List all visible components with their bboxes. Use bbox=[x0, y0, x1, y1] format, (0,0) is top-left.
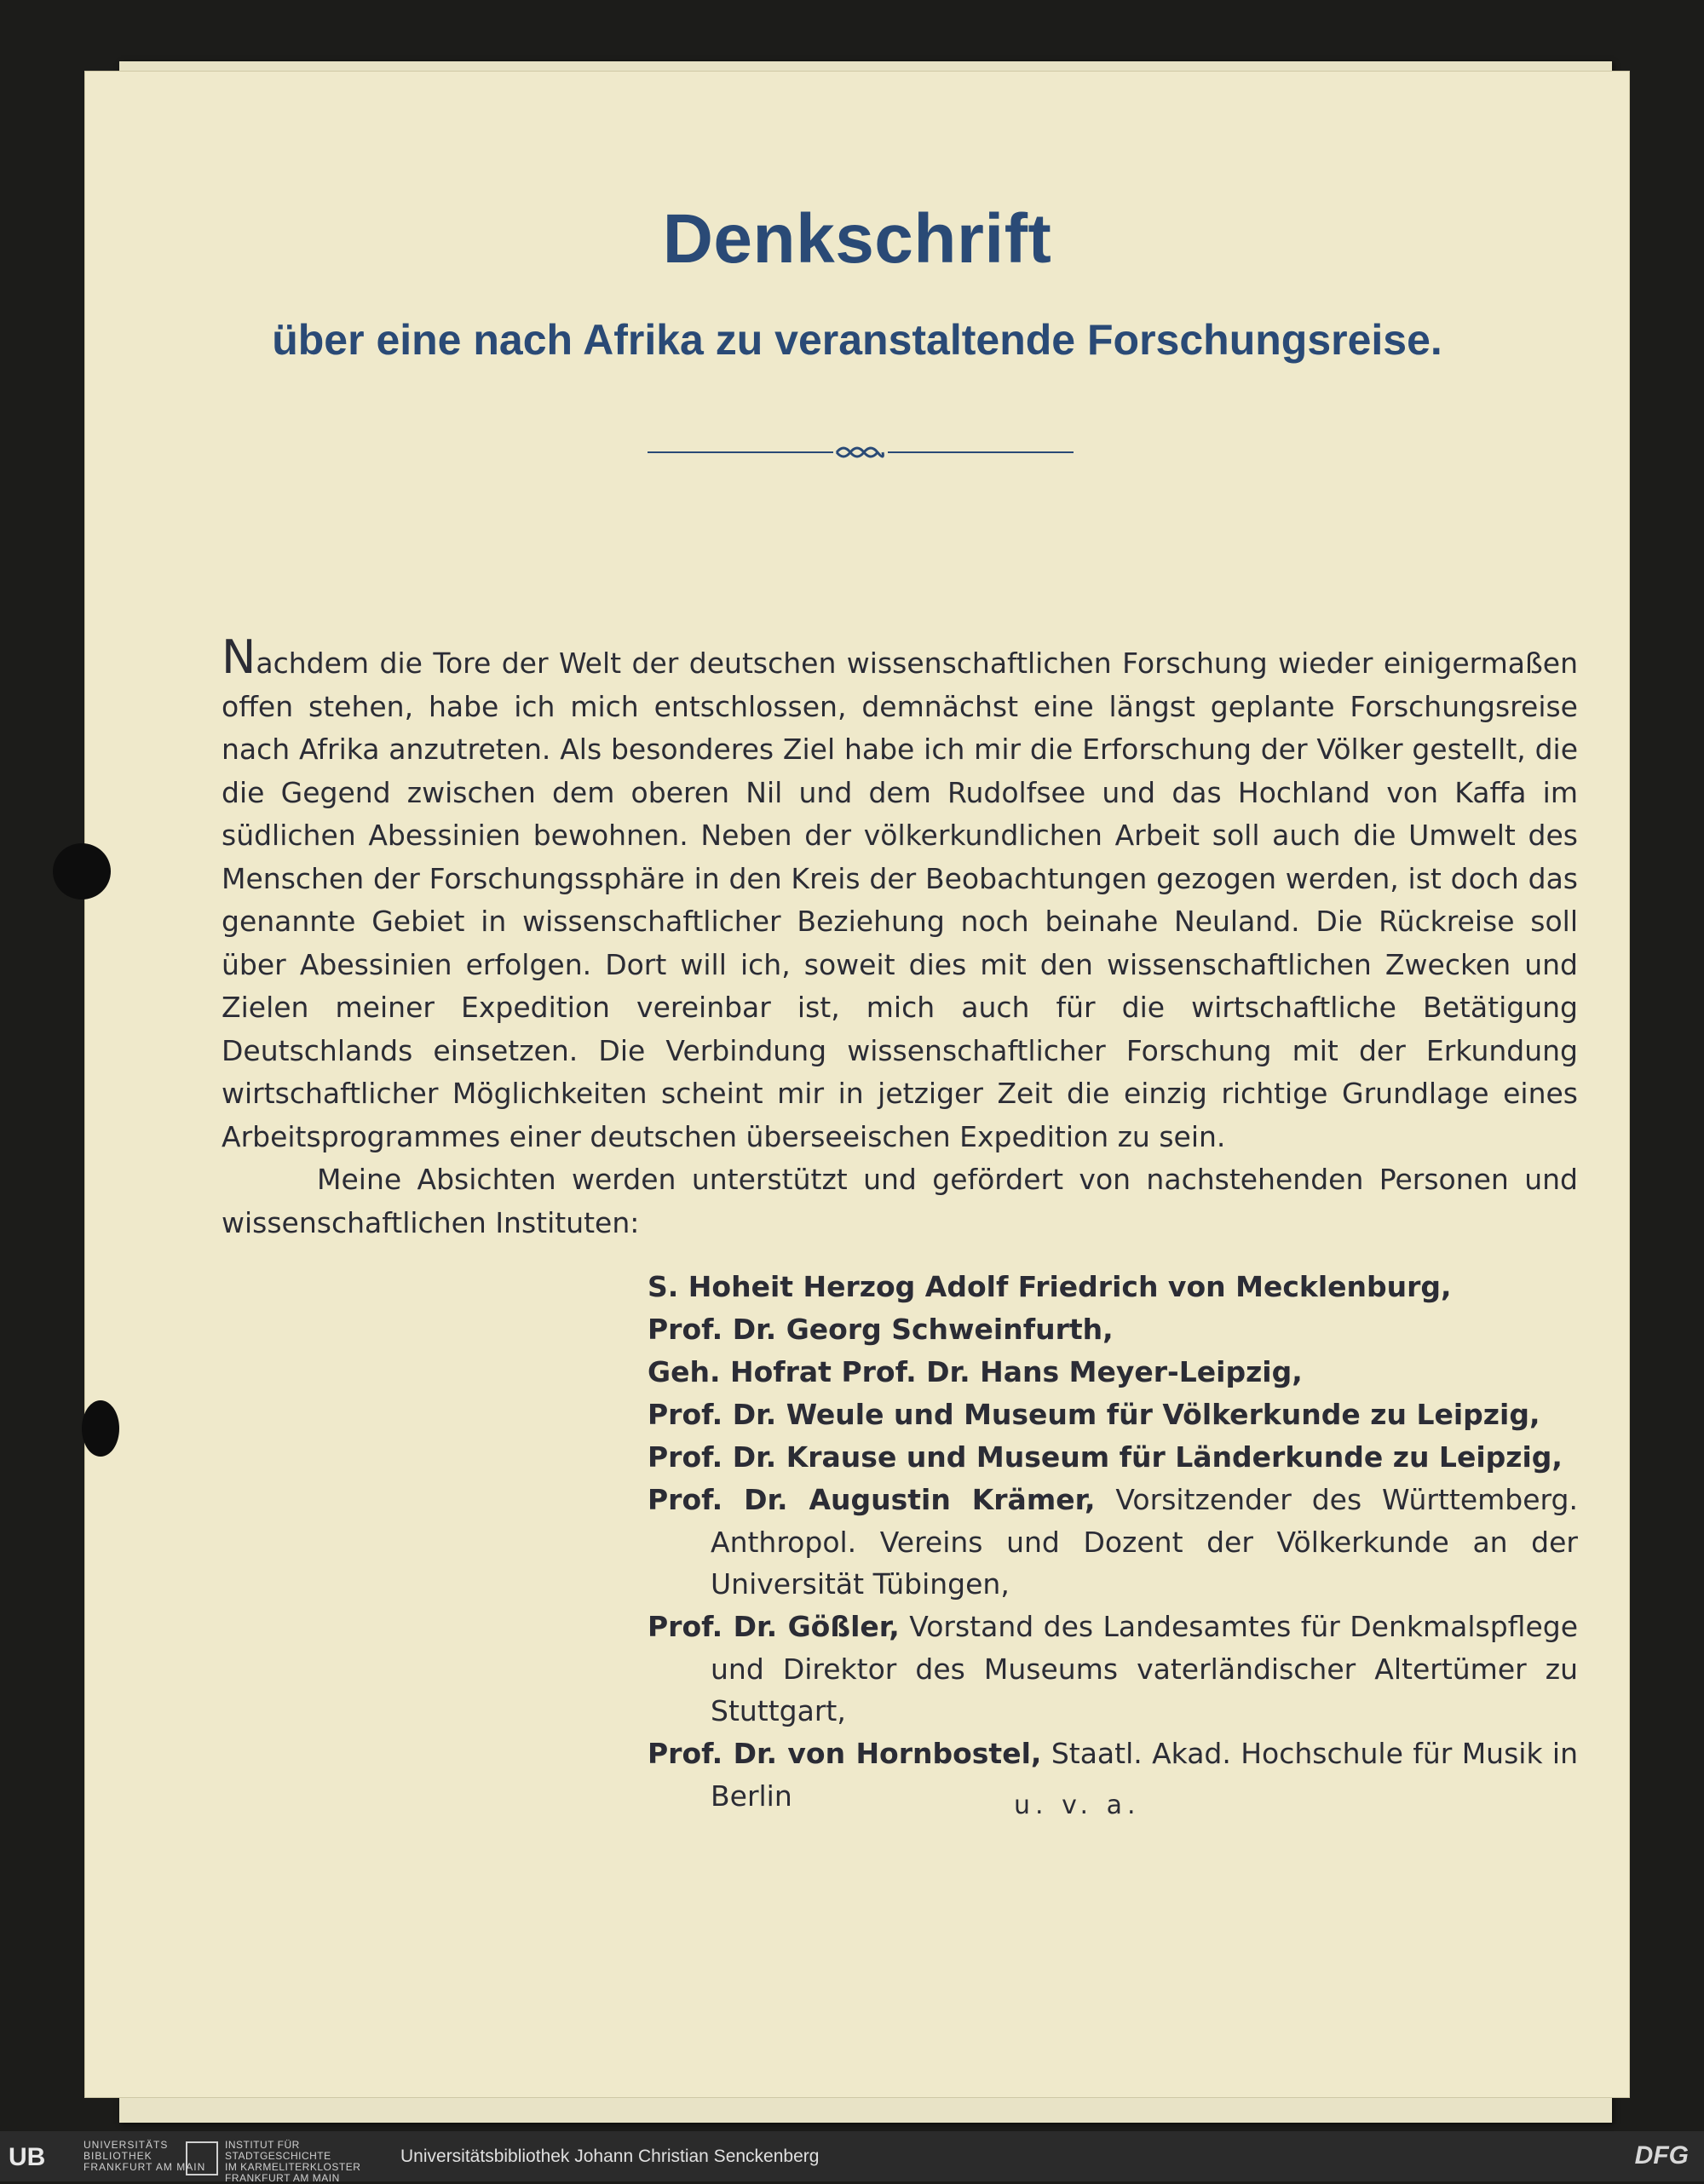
divider-ornament bbox=[648, 440, 1074, 465]
isg-logo-icon bbox=[186, 2141, 218, 2175]
document-page bbox=[85, 72, 1629, 2097]
supporter-item: Prof. Dr. Gößler, Vorstand des Landesamtes für Denkmalspflege und Direktor des Museums vaterländischer Altertümer zu Stuttgart, bbox=[648, 1610, 1579, 1727]
footer-bar bbox=[0, 2131, 1704, 2184]
drop-cap: N bbox=[222, 630, 256, 684]
supporter-item: Prof. Dr. Krause und Museum für Länderkunde zu Leipzig, bbox=[648, 1440, 1563, 1474]
document-body bbox=[222, 630, 1578, 1244]
supporters-list bbox=[648, 1266, 1578, 1818]
dfg-logo[interactable]: DFG bbox=[1634, 2141, 1689, 2170]
supporter-item: Prof. Dr. von Hornbostel, Staatl. Akad. Hochschule für Musik in Berlin bbox=[648, 1737, 1579, 1813]
punch-hole-top bbox=[53, 843, 111, 899]
supporter-item: S. Hoheit Herzog Adolf Friedrich von Mecklenburg, bbox=[648, 1270, 1452, 1303]
support-paragraph: Meine Absichten werden unterstützt und gefördert von nachstehenden Personen und wissenschaftlichen Instituten: bbox=[222, 1163, 1578, 1239]
intro-text: achdem die Tore der Welt der deutschen wissenschaftlichen Forschung wieder einigermaßen offen stehen, habe ich mich entschlossen, demnächst eine längst geplante Forschungsreise nach Afrika anzutreten. Als besonderes Ziel habe ich mir die Erforschung der Völker gestellt, die die Gegend zwischen dem oberen Nil und dem Rudolfsee und das Hochland von Kaffa im südlichen Abessinien bewohnen. Neben der völkerkundlichen Arbeit soll auch die Umwelt des Menschen der Forschungssphäre in den Kreis der Beobachtungen gezogen werden, ist doch das genannte Gebiet in wissenschaftlicher Beziehung noch beinahe Neuland. Die Rückreise soll über Abessinien erfolgen. Dort will ich, soweit dies mit den wissenschaftlichen Zwecken und Zielen meiner Expedition vereinbar ist, mich auch für die wirtschaftliche Betätigung Deutschlands einsetzen. Die Verbindung wissenschaftlicher Forschung mit der Erkundung wirtschaftlicher Möglichkeiten scheint mir in jetziger Zeit die einzig richtige Grundlage eines Arbeitsprogrammes einer deutschen überseeischen Expedition zu sein. bbox=[222, 647, 1578, 1153]
supporter-item: Geh. Hofrat Prof. Dr. Hans Meyer-Leipzig, bbox=[648, 1355, 1303, 1388]
supporter-item: Prof. Dr. Weule und Museum für Völkerkunde zu Leipzig, bbox=[648, 1398, 1540, 1431]
closing-text: u. v. a. bbox=[1014, 1790, 1141, 1820]
punch-hole-bottom bbox=[82, 1400, 119, 1457]
isg-logo-text[interactable]: INSTITUT FÜR STADTGESCHICHTE IM KARMELITERKLOSTER FRANKFURT AM MAIN bbox=[225, 2139, 361, 2184]
intro-paragraph bbox=[222, 630, 1578, 1158]
document-subtitle: über eine nach Afrika zu veranstaltende Forschungsreise. bbox=[272, 316, 1442, 364]
supporter-item: Prof. Dr. Augustin Krämer, Vorsitzender des Württemberg. Anthropol. Vereins und Dozent der Völkerkunde an der Universität Tübingen, bbox=[648, 1483, 1578, 1601]
document-title: Denkschrift bbox=[662, 200, 1052, 278]
supporter-item: Prof. Dr. Georg Schweinfurth, bbox=[648, 1313, 1114, 1346]
ub-logo-text: UNIVERSITÄTS BIBLIOTHEK FRANKFURT AM MAIN bbox=[83, 2139, 206, 2173]
ub-logo[interactable]: UB bbox=[9, 2143, 46, 2171]
library-name[interactable]: Universitätsbibliothek Johann Christian Senckenberg bbox=[400, 2147, 820, 2166]
